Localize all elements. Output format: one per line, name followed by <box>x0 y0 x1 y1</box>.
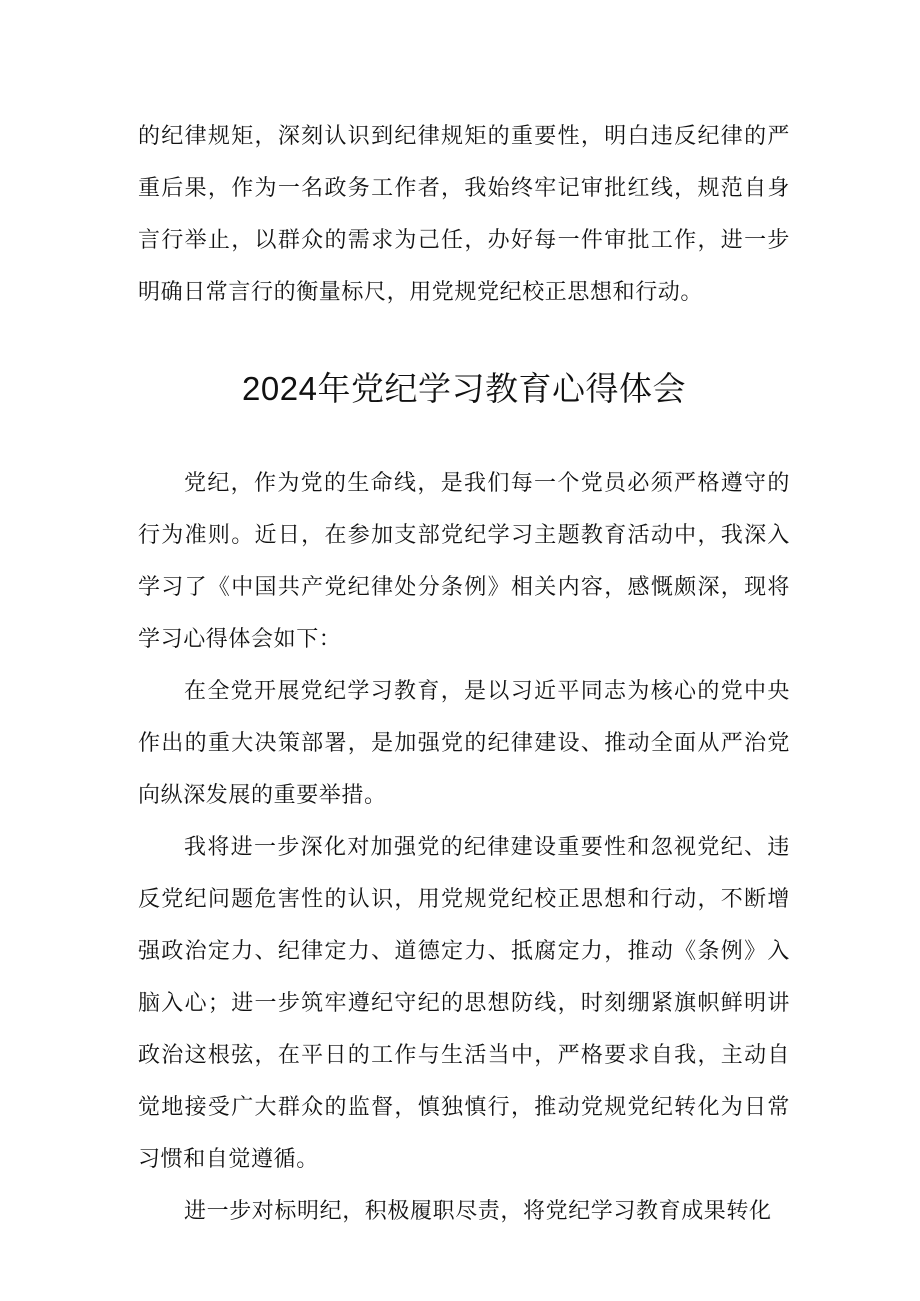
document-title: 2024年党纪学习教育心得体会 <box>242 370 686 407</box>
body-paragraph-4: 进一步对标明纪，积极履职尽责，将党纪学习教育成果转化 <box>184 1199 772 1224</box>
body-paragraph-1: 党纪，作为党的生命线，是我们每一个党员必须严格遵守的行为准则。近日，在参加支部党纪学习主题教育活动中，我深入学习了《中国共产党纪律处分条例》相关内容，感慨颇深，现将学习心得体会如下： <box>138 471 790 652</box>
body-paragraph-2: 在全党开展党纪学习教育，是以习近平同志为核心的党中央作出的重大决策部署，是加强党的纪律建设、推动全面从严治党向纵深发展的重要举措。 <box>138 679 790 808</box>
body-paragraph-3: 我将进一步深化对加强党的纪律建设重要性和忽视党纪、违反党纪问题危害性的认识，用党规党纪校正思想和行动，不断增强政治定力、纪律定力、道德定力、抵腐定力，推动《条例》入脑入心；进一步筑牢遵纪守纪的思想防线，时刻绷紧旗帜鲜明讲政治这根弦，在平日的工作与生活当中，严格要求自我，主动自觉地接受广大群众的监督，慎独慎行，推动党规党纪转化为日常习惯和自觉遵循。 <box>138 835 790 1172</box>
document-page <box>138 111 790 1238</box>
intro-paragraph: 的纪律规矩，深刻认识到纪律规矩的重要性，明白违反纪律的严重后果，作为一名政务工作者，我始终牢记审批红线，规范自身言行举止，以群众的需求为己任，办好每一件审批工作，进一步明确日常言行的衡量标尺，用党规党纪校正思想和行动。 <box>138 124 790 305</box>
